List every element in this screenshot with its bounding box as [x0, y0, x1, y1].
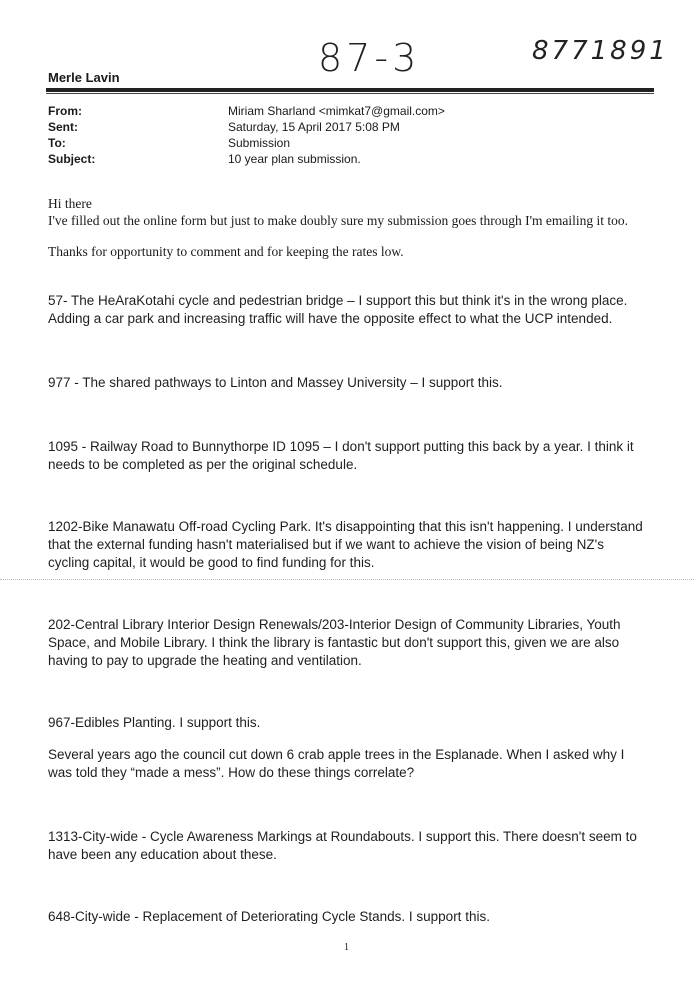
submission-item-1313: 1313-City-wide - Cycle Awareness Markings at Roundabouts. I support this. There doesn't seem to have been any education about these. [48, 829, 637, 862]
page-number: 1 [344, 942, 349, 953]
from-value: Miriam Sharland <mimkat7@gmail.com> [228, 104, 445, 118]
submission-item-977: 977 - The shared pathways to Linton and Massey University – I support this. [48, 375, 503, 390]
submission-item-57: 57- The HeAraKotahi cycle and pedestrian bridge – I support this but think it's in the wrong place. Adding a car park and increasing traffic will have the opposite effect to what the UCP intended. [48, 293, 628, 326]
mailbox-owner-name: Merle Lavin [48, 70, 120, 85]
from-label: From: [48, 104, 82, 118]
intro-line-2: Thanks for opportunity to comment and for keeping the rates low. [48, 244, 404, 259]
sent-value: Saturday, 15 April 2017 5:08 PM [228, 120, 400, 134]
submission-item-1202: 1202-Bike Manawatu Off-road Cycling Park. It's disappointing that this isn't happening. I understand that the external funding hasn't materialised but if we want to achieve the vision of being NZ's cycling capital, it would be good to find funding for this. [48, 519, 643, 570]
subject-value: 10 year plan submission. [228, 152, 361, 166]
to-value: Submission [228, 136, 291, 150]
sent-label: Sent: [48, 120, 78, 134]
handwritten-reference-left: 87-3 [318, 36, 421, 80]
submission-item-648: 648-City-wide - Replacement of Deteriorating Cycle Stands. I support this. [48, 909, 490, 924]
handwritten-reference-right: 8771891 [532, 36, 669, 66]
submission-item-202: 202-Central Library Interior Design Renewals/203-Interior Design of Community Libraries, Youth Space, and Mobile Library. I think the library is fantastic but don't support this, given we are also having to pay to upgrade the heating and ventilation. [48, 617, 621, 668]
submission-comment-crab-apple: Several years ago the council cut down 6 crab apple trees in the Esplanade. When I asked why I was told they “made a mess”. How do these things correlate? [48, 747, 625, 780]
subject-label: Subject: [48, 152, 96, 166]
header-divider [46, 88, 654, 92]
submission-item-967: 967-Edibles Planting. I support this. [48, 715, 261, 730]
scan-artifact-line [0, 579, 694, 580]
submission-item-1095: 1095 - Railway Road to Bunnythorpe ID 1095 – I don't support putting this back by a year. I think it needs to be completed as per the original schedule. [48, 439, 634, 472]
intro-line-1: I've filled out the online form but just to make doubly sure my submission goes through I'm emailing it too. [48, 213, 629, 228]
header-divider-thin [46, 93, 654, 94]
to-label: To: [48, 136, 66, 150]
greeting: Hi there [48, 196, 92, 211]
